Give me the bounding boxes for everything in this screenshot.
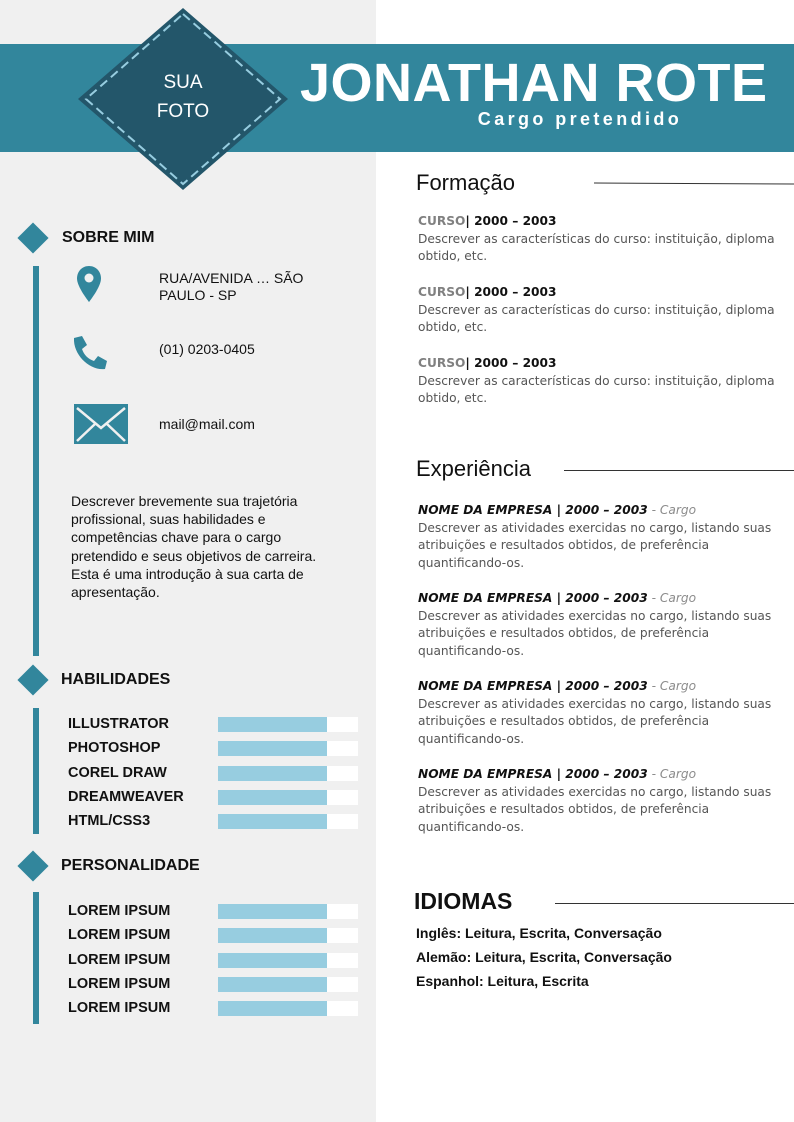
skills-bar-track: [218, 766, 358, 781]
experience-description: Descrever as atividades exercidas no cargo, listando suas atribuições e resultados obtidos, de preferência quantificando-os.: [418, 520, 772, 570]
education-rule: [594, 182, 794, 184]
personality-name: LOREM IPSUM: [68, 975, 171, 992]
address-line2: PAULO - SP: [159, 287, 237, 303]
separator: -: [647, 503, 660, 517]
personality-row: [68, 902, 358, 926]
separator: |: [465, 285, 475, 299]
phone: (01) 0203-0405: [159, 341, 255, 357]
photo-label-line2: FOTO: [156, 101, 210, 122]
skills-title: HABILIDADES: [61, 671, 171, 688]
personality-vertical-line: [33, 892, 39, 1024]
experience-company: NOME DA EMPRESA | 2000 – 2003: [418, 679, 648, 693]
experience-company: NOME DA EMPRESA | 2000 – 2003: [418, 503, 648, 517]
experience-entry-head: [418, 502, 778, 520]
personality-bar-fill: [218, 904, 327, 919]
education-period: 2000 – 2003: [474, 285, 557, 299]
education-entry: [418, 213, 778, 266]
mail-icon: [74, 404, 128, 449]
skills-bar-track: [218, 790, 358, 805]
skills-name: PHOTOSHOP: [68, 740, 161, 757]
experience-description: Descrever as atividades exercidas no cargo, listando suas atribuições e resultados obtidos, de preferência quantificando-os.: [418, 696, 772, 746]
skills-row: [68, 715, 358, 739]
skills-name: DREAMWEAVER: [68, 788, 184, 805]
photo-label-line1: SUA: [163, 72, 203, 93]
experience-title: Experiência: [416, 456, 531, 481]
education-course: CURSO: [418, 356, 466, 370]
target-role: Cargo pretendido: [477, 109, 683, 129]
experience-cargo: Cargo: [659, 591, 697, 605]
experience-company: NOME DA EMPRESA | 2000 – 2003: [418, 591, 648, 605]
separator: -: [647, 679, 660, 693]
address: [159, 270, 303, 304]
experience-entry: [418, 590, 778, 660]
skills-bar-fill: [218, 814, 327, 829]
experience-description: Descrever as atividades exercidas no cargo, listando suas atribuições e resultados obtidos, de preferência quantificando-os.: [418, 608, 772, 658]
education-entry-head: [418, 284, 778, 302]
skills-bar-track: [218, 717, 358, 732]
personality-name: LOREM IPSUM: [68, 951, 171, 968]
personality-bar-fill: [218, 977, 327, 992]
photo-label: [78, 68, 288, 126]
personality-bar-fill: [218, 953, 327, 968]
education-description: Descrever as características do curso: instituição, diploma obtido, etc.: [418, 231, 775, 264]
skills-name: COREL DRAW: [68, 764, 167, 781]
about-title: SOBRE MIM: [62, 229, 155, 246]
about-description: Descrever brevemente sua trajetória profissional, suas habilidades e competências chave para o cargo pretendido e seus objetivos de carreira. Esta é uma introdução à sua carta de apresentação.: [71, 493, 317, 601]
personality-name: LOREM IPSUM: [68, 903, 171, 919]
education-entry: [418, 355, 778, 408]
skills-bar-fill: [218, 790, 327, 805]
language-item: Alemão: Leitura, Escrita, Conversação: [416, 949, 672, 965]
skills-bar-fill: [218, 717, 327, 732]
skills-bar-track: [218, 741, 358, 756]
about-vertical-line: [33, 266, 39, 656]
address-line1: RUA/AVENIDA … SÃO: [159, 270, 304, 286]
experience-cargo: Cargo: [659, 679, 697, 693]
personality-row: [68, 926, 358, 950]
personality-row: [68, 999, 358, 1023]
language-item: Espanhol: Leitura, Escrita: [416, 973, 589, 989]
personality-name: LOREM IPSUM: [68, 927, 171, 944]
skills-row: [68, 812, 358, 836]
skills-row: [68, 764, 358, 788]
experience-entry-head: [418, 678, 778, 696]
separator: -: [647, 767, 660, 781]
candidate-name: JONATHAN ROTE: [300, 53, 768, 113]
separator: -: [647, 591, 660, 605]
experience-entry-head: [418, 766, 778, 784]
personality-bar-fill: [218, 928, 327, 943]
experience-entry-head: [418, 590, 778, 608]
education-description: Descrever as características do curso: instituição, diploma obtido, etc.: [418, 302, 775, 335]
personality-row: [68, 951, 358, 975]
skills-name: ILLUSTRATOR: [68, 716, 169, 732]
languages-rule: [555, 903, 794, 904]
experience-entry: [418, 766, 778, 836]
education-entry-head: [418, 213, 778, 231]
personality-bar-track: [218, 953, 358, 968]
personality-bar-track: [218, 904, 358, 919]
education-entry-head: [418, 355, 778, 373]
separator: |: [465, 356, 475, 370]
skills-bar-fill: [218, 766, 327, 781]
education-title: Formação: [416, 170, 516, 195]
experience-entry: [418, 502, 778, 572]
location-pin-icon: [76, 265, 102, 308]
experience-cargo: Cargo: [659, 503, 697, 517]
experience-description: Descrever as atividades exercidas no cargo, listando suas atribuições e resultados obtidos, de preferência quantificando-os.: [418, 784, 772, 834]
education-description: Descrever as características do curso: instituição, diploma obtido, etc.: [418, 373, 775, 406]
skills-name: HTML/CSS3: [68, 813, 151, 830]
skills-row: [68, 739, 358, 763]
personality-title: PERSONALIDADE: [61, 857, 200, 874]
personality-bar-fill: [218, 1001, 327, 1016]
language-item: Inglês: Leitura, Escrita, Conversação: [416, 925, 662, 941]
personality-bar-track: [218, 977, 358, 992]
education-entry: [418, 284, 778, 337]
skills-bar-fill: [218, 741, 327, 756]
experience-rule: [564, 470, 794, 471]
education-period: 2000 – 2003: [474, 214, 557, 228]
experience-entry: [418, 678, 778, 748]
languages-title: IDIOMAS: [414, 888, 513, 914]
experience-cargo: Cargo: [659, 767, 697, 781]
skills-vertical-line: [33, 708, 39, 834]
personality-name: LOREM IPSUM: [68, 1000, 171, 1017]
personality-bar-track: [218, 928, 358, 943]
separator: |: [465, 214, 475, 228]
education-period: 2000 – 2003: [474, 356, 557, 370]
skills-row: [68, 788, 358, 812]
education-course: CURSO: [418, 285, 466, 299]
skills-bar-track: [218, 814, 358, 829]
email: mail@mail.com: [159, 416, 255, 432]
education-course: CURSO: [418, 214, 466, 228]
personality-bar-track: [218, 1001, 358, 1016]
experience-company: NOME DA EMPRESA | 2000 – 2003: [418, 767, 648, 781]
personality-row: [68, 975, 358, 999]
phone-icon: [70, 334, 110, 377]
